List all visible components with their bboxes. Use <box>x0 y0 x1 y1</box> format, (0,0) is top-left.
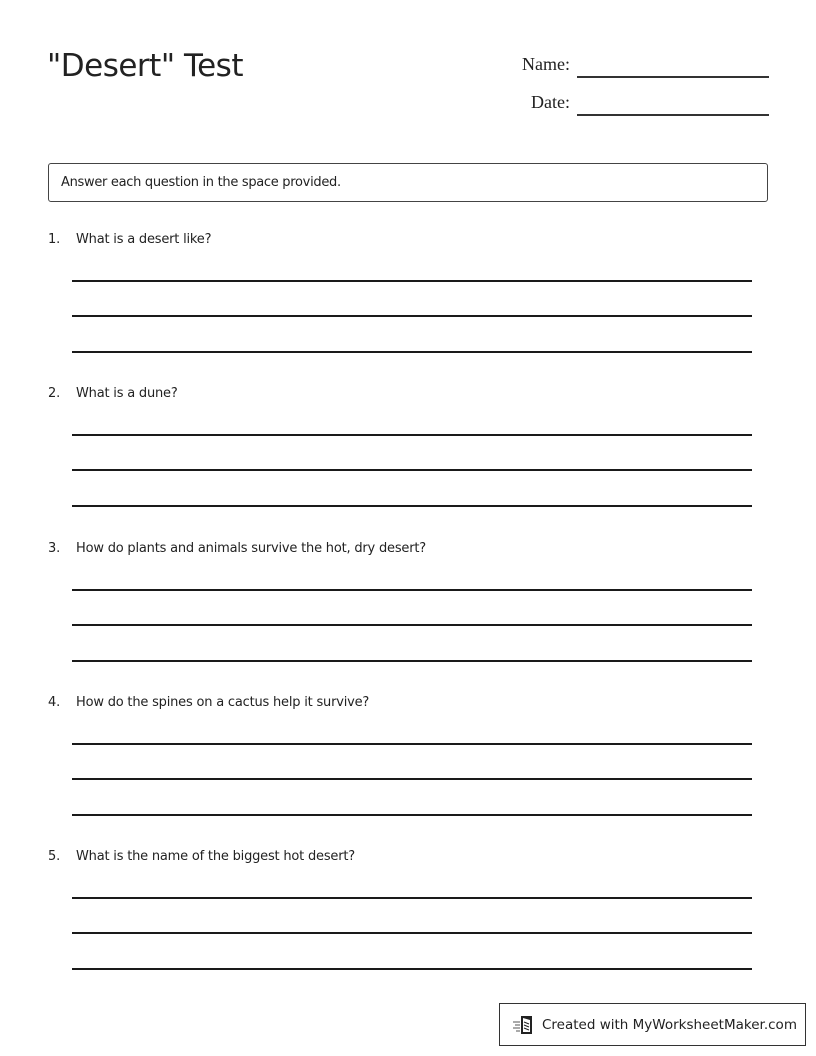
question-text: What is a dune? <box>76 386 178 401</box>
footer-badge[interactable] <box>499 1003 806 1046</box>
question-text: What is the name of the biggest hot desert? <box>76 849 355 864</box>
question-5 <box>48 849 768 864</box>
worksheet-logo-icon <box>512 1014 536 1036</box>
instructions-text: Answer each question in the space provided. <box>61 175 341 190</box>
answer-line[interactable] <box>72 814 752 816</box>
question-text: How do plants and animals survive the hot, dry desert? <box>76 541 426 556</box>
question-text: What is a desert like? <box>76 232 212 247</box>
instructions-box <box>48 163 768 202</box>
question-4 <box>48 695 768 710</box>
question-number: 3. <box>48 541 61 556</box>
answer-line[interactable] <box>72 589 752 591</box>
date-input-line[interactable] <box>577 114 769 116</box>
footer-text: Created with MyWorksheetMaker.com <box>542 1016 797 1033</box>
answer-line[interactable] <box>72 897 752 899</box>
answer-line[interactable] <box>72 280 752 282</box>
date-label: Date: <box>531 92 570 112</box>
question-number: 5. <box>48 849 61 864</box>
answer-line[interactable] <box>72 315 752 317</box>
question-number: 1. <box>48 232 61 247</box>
answer-line[interactable] <box>72 743 752 745</box>
name-field[interactable] <box>510 54 769 74</box>
date-field[interactable] <box>510 92 769 112</box>
page-title: "Desert" Test <box>47 48 243 84</box>
question-number: 4. <box>48 695 61 710</box>
answer-line[interactable] <box>72 434 752 436</box>
answer-line[interactable] <box>72 351 752 353</box>
answer-line[interactable] <box>72 660 752 662</box>
answer-line[interactable] <box>72 624 752 626</box>
name-input-line[interactable] <box>577 76 769 78</box>
question-number: 2. <box>48 386 61 401</box>
answer-line[interactable] <box>72 968 752 970</box>
answer-line[interactable] <box>72 505 752 507</box>
answer-line[interactable] <box>72 778 752 780</box>
answer-line[interactable] <box>72 469 752 471</box>
answer-line[interactable] <box>72 932 752 934</box>
question-text: How do the spines on a cactus help it survive? <box>76 695 370 710</box>
name-label: Name: <box>522 54 570 74</box>
question-3 <box>48 541 768 556</box>
question-1 <box>48 232 768 247</box>
question-2 <box>48 386 768 401</box>
